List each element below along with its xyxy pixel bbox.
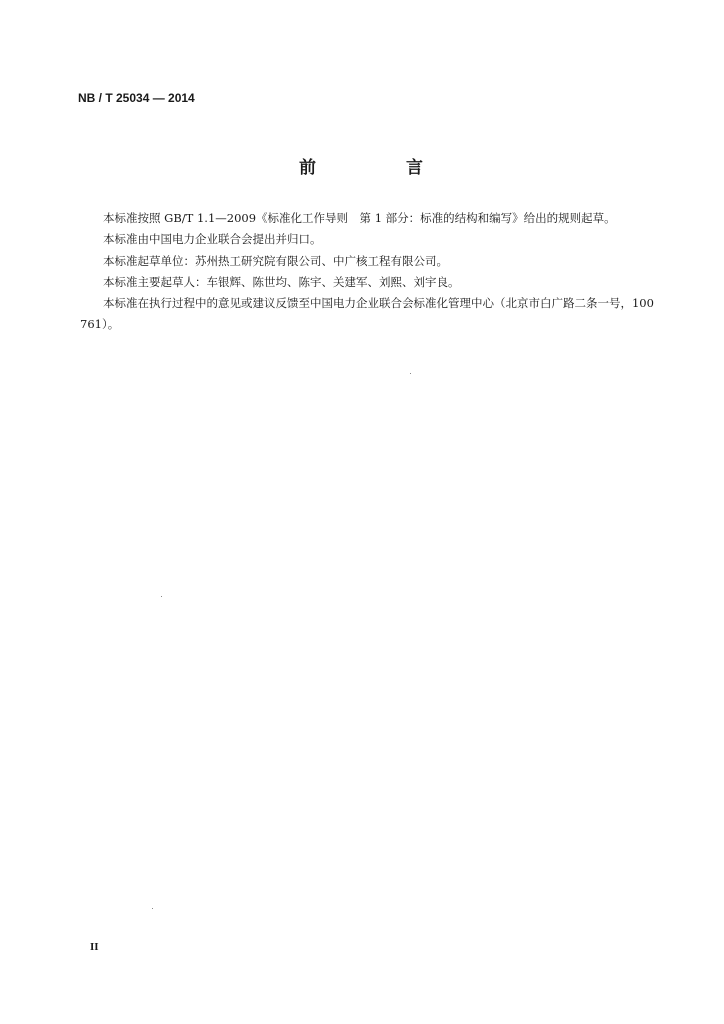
page-number: II <box>90 941 99 953</box>
page-title: 前 言 <box>299 158 465 178</box>
paragraph-proposer: 本标准由中国电力企业联合会提出并归口。 <box>103 232 322 247</box>
standard-code-header: NB / T 25034 — 2014 <box>78 91 195 105</box>
body-text <box>80 208 660 336</box>
paragraph-drafters: 本标准主要起草人：车银辉、陈世均、陈宇、关建军、刘熙、刘宇良。 <box>103 274 460 289</box>
scan-speck <box>161 596 162 597</box>
paragraph-feedback: 本标准在执行过程中的意见或建议反馈至中国电力企业联合会标准化管理中心（北京市白广路二条一号，100761）。 <box>80 296 654 332</box>
paragraph-drafting-rules: 本标准按照 GB/T 1.1—2009《标准化工作导则 第 1 部分：标准的结构和编写》给出的规则起草。 <box>103 211 616 225</box>
scan-speck <box>152 908 153 909</box>
scan-speck <box>410 373 411 374</box>
paragraph-drafting-units: 本标准起草单位：苏州热工研究院有限公司、中广核工程有限公司。 <box>103 253 448 268</box>
